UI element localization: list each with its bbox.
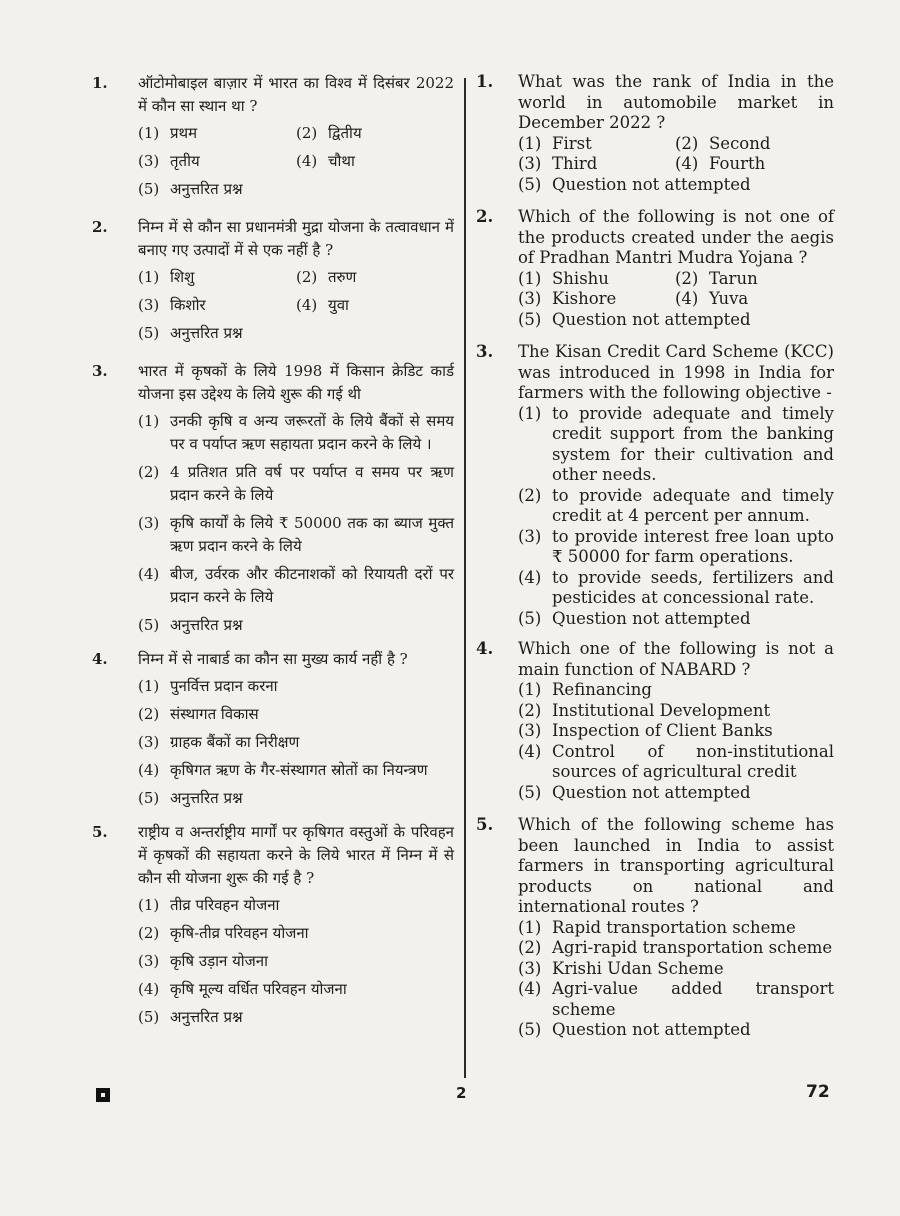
option-label: (3) [138, 152, 160, 170]
question-1 [92, 72, 454, 206]
option-label: (5) [138, 324, 160, 342]
question-stem: ऑटोमोबाइल बाज़ार में भारत का विश्व में दिसंबर 2022 में कौन सा स्थान था ? [138, 74, 454, 115]
option-label: (1) [518, 917, 542, 937]
question-2 [92, 216, 454, 350]
option-text: Fourth [709, 154, 766, 173]
option-label: (4) [138, 980, 160, 998]
option-text: Refinancing [552, 680, 652, 699]
option-text: Inspection of Client Banks [552, 721, 773, 740]
booklet-code: 72 [806, 1082, 830, 1102]
option-label: (4) [518, 567, 542, 587]
answer-option [518, 527, 834, 568]
option-text: अनुत्तरित प्रश्न [170, 1008, 243, 1026]
question-stem: Which of the following scheme has been launched in India to assist farmers in transporting agricultural products on national and international routes ? [518, 815, 834, 916]
answer-option [138, 894, 454, 917]
question-stem: The Kisan Credit Card Scheme (KCC) was introduced in 1998 in India for farmers with the following objective - [518, 342, 834, 402]
question-4 [92, 648, 454, 815]
option-label: (1) [518, 680, 542, 699]
option-text: अनुत्तरित प्रश्न [170, 789, 243, 807]
option-label: (5) [518, 309, 542, 329]
answer-option [138, 563, 454, 609]
answer-option [518, 175, 834, 196]
answer-option [138, 731, 454, 754]
question-5 [92, 821, 454, 1034]
answer-option [138, 675, 454, 698]
answer-option [518, 938, 834, 959]
option-text: तीव्र परिवहन योजना [170, 896, 280, 914]
option-label: (2) [518, 938, 542, 957]
column-divider [464, 78, 466, 1078]
footer-square-icon [96, 1088, 110, 1102]
option-label: (1) [138, 124, 160, 142]
option-text: Yuva [709, 289, 749, 308]
options-grid [138, 122, 454, 178]
answer-option [518, 486, 834, 527]
option-text: Tarun [709, 268, 758, 288]
option-label: (2) [138, 924, 160, 942]
answer-option [518, 269, 675, 290]
question-number: 2. [476, 207, 494, 226]
answer-option [675, 269, 834, 290]
option-text: संस्थागत विकास [170, 705, 259, 723]
answer-option [518, 310, 834, 331]
answer-option [138, 1006, 454, 1029]
question-3 [476, 342, 834, 629]
option-label: (3) [518, 958, 542, 978]
question-body [518, 72, 834, 195]
answer-option [518, 134, 675, 155]
answer-option [138, 978, 454, 1001]
answer-option [138, 322, 454, 345]
option-text: शिशु [170, 268, 195, 286]
answer-option [675, 134, 834, 155]
question-stem: राष्ट्रीय व अन्तर्राष्ट्रीय मार्गों पर कृषिगत वस्तुओं के परिवहन में कृषकों की सहायता करने के लिये भारत में निम्न में से कौन सी योजना शुरू की गई है ? [138, 823, 454, 887]
option-text: बीज, उर्वरक और कीटनाशकों को रियायती दरों पर प्रदान करने के लिये [170, 565, 454, 606]
option-text: Question not attempted [552, 174, 751, 194]
option-text: द्वितीय [328, 124, 362, 142]
answer-option [518, 1020, 834, 1041]
answer-option [296, 294, 454, 317]
option-label: (2) [296, 124, 318, 142]
option-text: कृषि कार्यों के लिये ₹ 50000 तक का ब्याज मुक्त ऋण प्रदान करने के लिये [170, 514, 454, 555]
option-label: (1) [138, 412, 160, 430]
question-5 [476, 815, 834, 1041]
option-text: Rapid transportation scheme [552, 917, 796, 937]
option-text: Kishore [552, 289, 617, 308]
answer-option [138, 512, 454, 558]
option-text: to provide seeds, fertilizers and pesticides at concessional rate. [552, 567, 834, 607]
option-label: (3) [138, 733, 160, 751]
answer-option [138, 922, 454, 945]
question-number: 5. [476, 815, 494, 834]
question-body [138, 360, 454, 642]
option-label: (1) [138, 896, 160, 914]
answer-option [138, 410, 454, 456]
option-label: (2) [675, 133, 699, 153]
answer-option [518, 918, 834, 939]
answer-option [138, 461, 454, 507]
option-label: (5) [518, 782, 542, 802]
answer-option [518, 742, 834, 783]
options-grid [518, 269, 834, 310]
option-label: (1) [518, 133, 542, 153]
option-text: कृषि उड़ान योजना [170, 952, 268, 970]
option-text: उनकी कृषि व अन्य जरूरतों के लिये बैंकों से समय पर व पर्याप्त ऋण सहायता प्रदान करने के लिये । [170, 412, 454, 453]
answer-option [675, 154, 834, 175]
answer-option [296, 122, 454, 145]
page-number: 2 [456, 1084, 467, 1102]
answer-option [518, 979, 834, 1020]
question-body [138, 216, 454, 350]
answer-option [138, 294, 296, 317]
option-label: (5) [518, 174, 542, 194]
option-label: (2) [296, 268, 318, 286]
option-label: (5) [138, 180, 160, 198]
option-label: (4) [675, 154, 699, 173]
question-2 [476, 207, 834, 330]
option-text: अनुत्तरित प्रश्न [170, 324, 243, 342]
option-label: (4) [296, 296, 318, 314]
option-text: Shishu [552, 268, 609, 288]
option-label: (4) [138, 761, 160, 779]
options-grid [138, 266, 454, 322]
english-column [476, 72, 834, 1041]
option-label: (5) [518, 1020, 542, 1039]
option-text: Question not attempted [552, 1020, 751, 1039]
option-text: पुनर्वित्त प्रदान करना [170, 677, 278, 695]
answer-option [296, 150, 454, 173]
question-number: 4. [92, 650, 108, 668]
option-text: ग्राहक बैंकों का निरीक्षण [170, 733, 300, 751]
hindi-column [92, 72, 454, 1034]
option-text: to provide adequate and timely credit support from the banking system for their cultivation and other needs. [552, 403, 834, 484]
option-text: प्रथम [170, 124, 198, 142]
option-label: (1) [138, 268, 160, 286]
option-text: चौथा [328, 152, 355, 170]
option-label: (1) [138, 677, 160, 695]
option-label: (2) [675, 268, 699, 288]
question-stem: निम्न में से नाबार्ड का कौन सा मुख्य कार्य नहीं है ? [138, 650, 408, 668]
question-body [138, 821, 454, 1034]
option-text: 4 प्रतिशत प्रति वर्ष पर पर्याप्त व समय पर ऋण प्रदान करने के लिये [170, 463, 454, 504]
question-body [518, 815, 834, 1041]
option-text: तरुण [328, 268, 357, 286]
answer-option [138, 759, 454, 782]
question-body [518, 342, 834, 629]
option-label: (5) [138, 616, 160, 634]
option-text: Third [552, 154, 598, 173]
question-number: 2. [92, 218, 108, 236]
question-stem: Which one of the following is not a main function of NABARD ? [518, 639, 834, 679]
answer-option [518, 959, 834, 980]
option-text: Second [709, 133, 771, 153]
option-text: किशोर [170, 296, 206, 314]
option-label: (3) [518, 721, 542, 740]
option-label: (3) [138, 296, 160, 314]
option-label: (4) [518, 979, 542, 998]
option-text: युवा [328, 296, 349, 314]
option-text: Institutional Development [552, 700, 771, 720]
question-number: 3. [92, 362, 108, 380]
option-label: (3) [138, 952, 160, 970]
answer-option [518, 568, 834, 609]
answer-option [138, 703, 454, 726]
option-text: अनुत्तरित प्रश्न [170, 616, 243, 634]
answer-option [518, 701, 834, 722]
answer-option [138, 122, 296, 145]
option-label: (4) [296, 152, 318, 170]
option-text: कृषिगत ऋण के गैर-संस्थागत स्रोतों का नियन्त्रण [170, 761, 428, 779]
answer-option [518, 289, 675, 310]
question-body [518, 639, 834, 803]
answer-option [518, 154, 675, 175]
option-text: अनुत्तरित प्रश्न [170, 180, 243, 198]
option-label: (2) [518, 700, 542, 720]
option-label: (4) [138, 565, 160, 583]
question-4 [476, 639, 834, 803]
option-label: (2) [518, 485, 542, 505]
option-text: First [552, 133, 592, 153]
question-body [518, 207, 834, 330]
option-label: (3) [518, 154, 542, 173]
option-label: (3) [518, 289, 542, 308]
option-text: कृषि मूल्य वर्धित परिवहन योजना [170, 980, 347, 998]
question-number: 4. [476, 639, 494, 658]
option-label: (1) [518, 268, 542, 288]
answer-option [518, 609, 834, 630]
option-text: to provide adequate and timely credit at 4 percent per annum. [552, 485, 834, 525]
option-label: (2) [138, 463, 160, 481]
option-text: तृतीय [170, 152, 200, 170]
answer-option [518, 783, 834, 804]
option-label: (4) [675, 289, 699, 308]
answer-option [138, 266, 296, 289]
options-grid [518, 134, 834, 175]
question-number: 5. [92, 823, 108, 841]
option-text: Question not attempted [552, 608, 751, 628]
option-text: Question not attempted [552, 309, 751, 329]
question-stem: भारत में कृषकों के लिये 1998 में किसान क्रेडिट कार्ड योजना इस उद्देश्य के लिये शुरू की गई थी [138, 362, 454, 403]
answer-option [296, 266, 454, 289]
question-number: 1. [476, 72, 494, 91]
answer-option [138, 150, 296, 173]
question-body [138, 72, 454, 206]
answer-option [518, 680, 834, 701]
option-label: (5) [138, 789, 160, 807]
option-text: Control of non-institutional sources of agricultural credit [552, 741, 834, 781]
option-text: Agri-rapid transportation scheme [552, 938, 833, 957]
answer-option [138, 614, 454, 637]
answer-option [518, 404, 834, 486]
option-label: (3) [138, 514, 160, 532]
option-label: (4) [518, 741, 542, 761]
question-1 [476, 72, 834, 195]
answer-option [518, 721, 834, 742]
option-text: Question not attempted [552, 782, 751, 802]
option-label: (5) [138, 1008, 160, 1026]
option-text: Agri-value added transport scheme [552, 979, 834, 1019]
answer-option [675, 289, 834, 310]
question-number: 1. [92, 74, 108, 92]
question-stem: What was the rank of India in the world in automobile market in December 2022 ? [518, 72, 834, 132]
answer-option [138, 178, 454, 201]
answer-option [138, 787, 454, 810]
option-label: (3) [518, 526, 542, 546]
question-stem: निम्न में से कौन सा प्रधानमंत्री मुद्रा योजना के तत्वावधान में बनाए गए उत्पादों में से एक नहीं है ? [138, 218, 454, 259]
question-number: 3. [476, 342, 494, 361]
option-label: (5) [518, 608, 542, 628]
question-body [138, 648, 454, 815]
option-text: to provide interest free loan upto ₹ 50000 for farm operations. [552, 526, 834, 566]
option-text: Krishi Udan Scheme [552, 958, 724, 978]
question-stem: Which of the following is not one of the products created under the aegis of Pradhan Mantri Mudra Yojana ? [518, 207, 834, 267]
option-text: कृषि-तीव्र परिवहन योजना [170, 924, 309, 942]
option-label: (1) [518, 403, 542, 423]
answer-option [138, 950, 454, 973]
question-3 [92, 360, 454, 642]
option-label: (2) [138, 705, 160, 723]
